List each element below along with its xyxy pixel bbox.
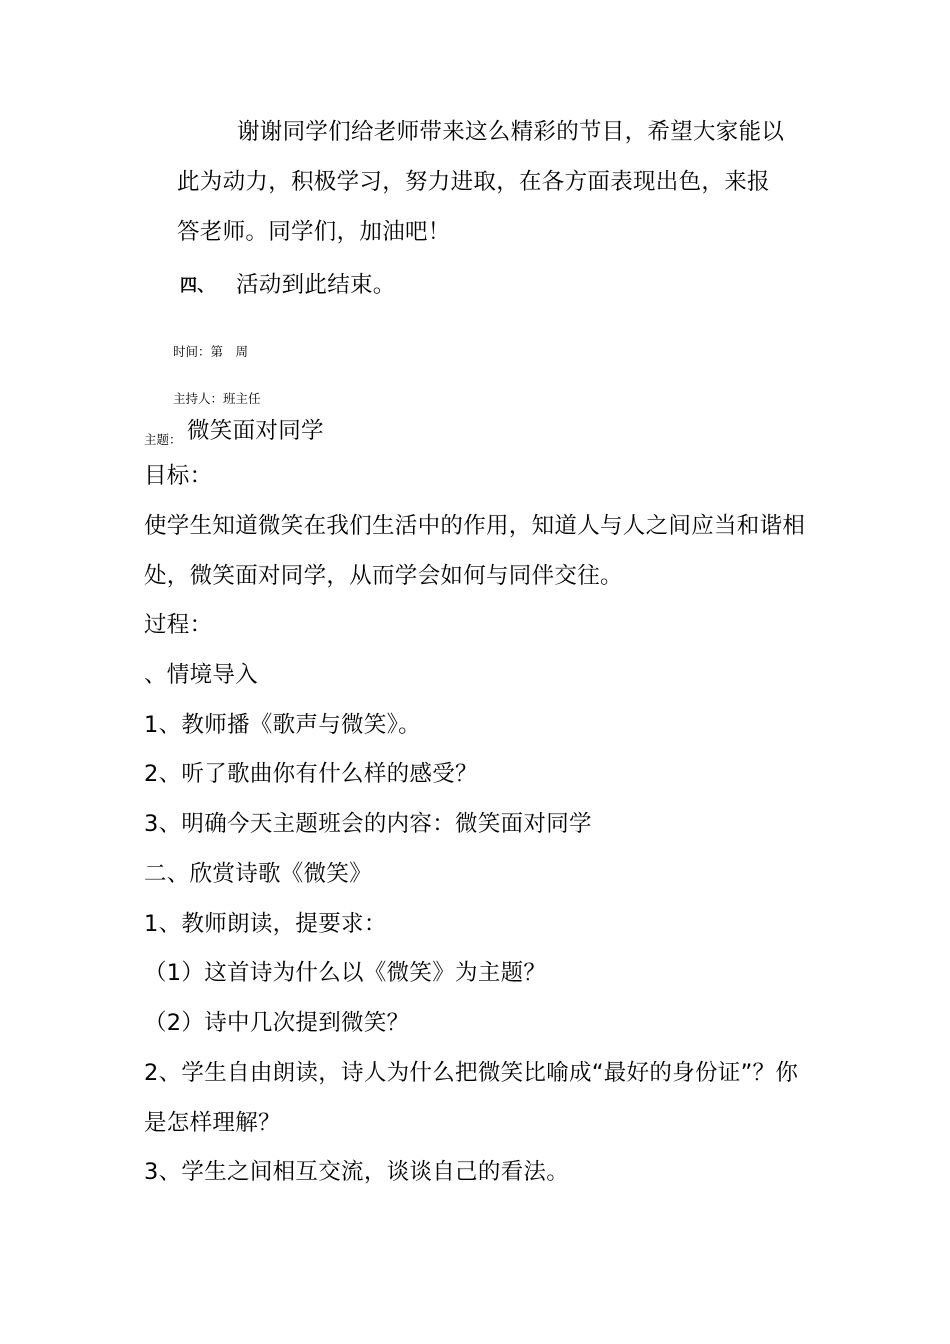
part-one-item-2: 2、听了歌曲你有什么样的感受？	[144, 761, 478, 787]
section-four-number: 四、	[180, 276, 215, 296]
part-one-heading: 、情境导入	[144, 662, 259, 688]
closing-paragraph-line-2: 此为动力，积极学习，努力进取，在各方面表现出色，来报	[177, 169, 770, 195]
goal-heading: 目标：	[144, 463, 213, 489]
meta-host: 主持人：班主任	[173, 391, 261, 406]
part-two-item-1-sub-2: （2）诗中几次提到微笑？	[144, 1010, 410, 1036]
meta-topic-label: 主题：	[144, 432, 182, 447]
closing-paragraph-line-1: 谢谢同学们给老师带来这么精彩的节目，希望大家能以	[237, 119, 785, 145]
meta-topic-value: 微笑面对同学	[187, 418, 324, 444]
part-one-item-1: 1、教师播《歌声与微笑》。	[144, 712, 421, 738]
part-two-item-3: 3、学生之间相互交流，谈谈自己的看法。	[144, 1159, 570, 1185]
closing-paragraph-line-3: 答老师。同学们，加油吧！	[177, 219, 451, 245]
part-two-item-2-line-1: 2、学生自由朗读，诗人为什么把微笑比喻成“最好的身份证”？你	[144, 1060, 799, 1086]
part-two-heading: 二、欣赏诗歌《微笑》	[144, 861, 373, 887]
goal-text-line-2: 处，微笑面对同学，从而学会如何与同伴交往。	[144, 563, 623, 589]
part-two-item-1-sub-1: （1）这首诗为什么以《微笑》为主题？	[144, 960, 547, 986]
part-two-item-2-line-2: 是怎样理解？	[144, 1110, 281, 1136]
meta-time: 时间：第 周	[173, 344, 249, 359]
part-one-item-3: 3、明确今天主题班会的内容：微笑面对同学	[144, 811, 592, 837]
goal-text-line-1: 使学生知道微笑在我们生活中的作用，知道人与人之间应当和谐相	[144, 513, 806, 539]
process-heading: 过程：	[144, 612, 213, 638]
section-four-text: 活动到此结束。	[236, 272, 396, 298]
part-two-item-1: 1、教师朗读，提要求：	[144, 911, 387, 937]
